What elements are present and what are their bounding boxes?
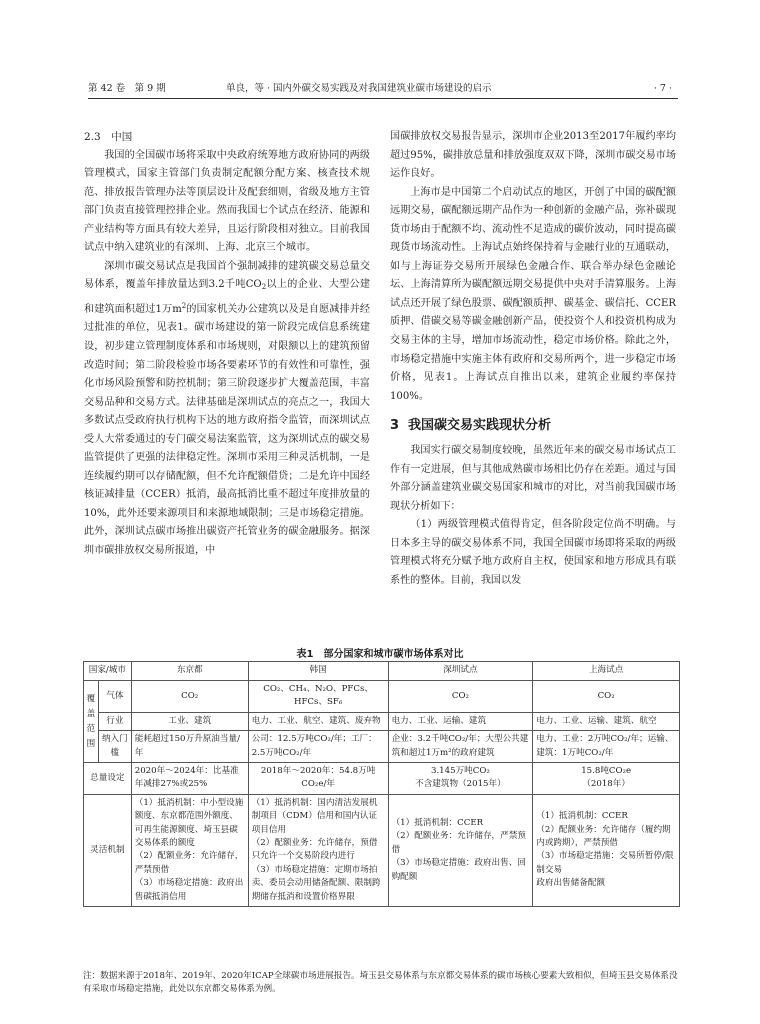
left-column: [84, 128, 370, 561]
table-header-row: [84, 662, 680, 681]
industry-label: 行业: [98, 712, 131, 730]
header-tokyo: 东京都: [131, 662, 248, 681]
table-cell: CO₂、CH₄、N₂O、PFCs、HFCs、SF₆: [248, 681, 388, 713]
table-cell: CO₂: [388, 681, 533, 713]
table-cell: （1）抵消机制：CCER （2）配额业务：允许储存，严禁预借 （3）市场稳定措施：政府出售、回购配额: [388, 794, 533, 906]
table-row-threshold: [84, 731, 680, 763]
comparison-table: [83, 661, 680, 907]
table-cell: （1）抵消机制：CCER （2）配额业务：允许储存（履约期内或跨期），严禁预借 （3）市场稳定措施：交易所暂停/限制交易 政府出售储备配额: [533, 794, 680, 906]
table-cell: CO₂: [131, 681, 248, 713]
threshold-label: 纳入门槛: [98, 731, 131, 763]
table-cell: （1）抵消机制：国内清洁发展机制项目（CDM）信用和国内认证项目信用 （2）配额业务：允许储存，预借只允许一个交易阶段内进行 （3）市场稳定措施：定期市场拍卖、委员会动用储备配额、限制跨期储存抵消和设置价格界限: [248, 794, 388, 906]
page-number: · 7 ·: [653, 83, 672, 94]
table-cell: 3.145万吨CO₂ 不含建筑物（2015年）: [388, 763, 533, 795]
table-cell: 能耗超过150万升原油当量/年: [131, 731, 248, 763]
article-title-header: 单良，等 · 国内外碳交易实践及对我国建筑业碳市场建设的启示: [226, 83, 492, 94]
flex-label: 灵活机制: [84, 794, 132, 906]
paragraph-shenzhen-cont: 国碳排放权交易报告显示，深圳市企业2013至2017年履约率均超过95%，碳排放总量和排放强度双双下降，深圳市碳交易市场运作良好。: [390, 131, 676, 180]
paragraph-china-overview: 我国的全国碳市场将采取中央政府统筹地方政府协同的两级管理模式，国家主管部门负责制定配额分配方案、核查技术规范、排放报告管理办法等顶层设计及配套细则，省级及地方主管部门负责直接管理控排企业。然而我国七个试点在经济、能源和产业结构等方面具有较大差异，且运行阶段相对独立。目前我国试点中纳入建筑业的有深圳、上海、北京三个城市。: [84, 149, 370, 254]
gas-label: 气体: [98, 681, 131, 713]
table-row-gas: [84, 681, 680, 713]
table-cell: 企业：3.2千吨CO₂/年；大型公共建筑和超过1万m²的政府建筑: [388, 731, 533, 763]
table-cell: （1）抵消机制：中小型设施额度、东京都范围外额度、可再生能源额度、埼玉县碳交易体系的额度 （2）配额业务：允许储存，严禁预借 （3）市场稳定措施：政府出售碳抵消信用: [131, 794, 248, 906]
coverage-label: 覆盖范围: [84, 681, 99, 763]
paragraph-shanghai: 上海市是中国第二个启动试点的地区，开创了中国的碳配额远期交易，碳配额远期产品作为一种创新的金融产品，弥补碳现货市场由于配额不均、流动性不足造成的碳价波动，同时提高碳现货市场流动性。上海试点始终保持着与金融行业的互通联动，如与上海证券交易所开展绿色金融合作、联合举办绿色金融论坛、上海清算所为碳配额远期交易提供中央对手清算服务。上海试点还开展了绿色股票、碳配额质押、碳基金、碳信托、CCER质押、借碳交易等碳金融创新产品，使投资个人和投资机构成为交易主体的主导，增加市场流动性，稳定市场价格。除此之外，市场稳定措施中实施主体有政府和交易所两个，进一步稳定市场价格，见表1。上海试点自推出以来，建筑企业履约率保持100%。: [390, 186, 676, 402]
table-cell: 2020年～2024年：比基准年减排27%或25%: [131, 763, 248, 795]
header-country-city: 国家/城市: [84, 662, 132, 681]
header-shanghai: 上海试点: [533, 662, 680, 681]
table-cell: 电力、工业、航空、建筑、废弃物: [248, 712, 388, 730]
volume-issue: 第 42 卷 第 9 期: [88, 83, 166, 94]
table-cell: 2018年～2020年：54.8万吨CO₂e/年: [248, 763, 388, 795]
header-shenzhen: 深圳试点: [388, 662, 533, 681]
table-cell: 电力、工业、运输、建筑、航空: [533, 712, 680, 730]
table-cell: 工业、建筑: [131, 712, 248, 730]
table-cell: 公司：12.5万吨CO₂/年；工厂：2.5万吨CO₂/年: [248, 731, 388, 763]
table-row-industry: [84, 712, 680, 730]
header-korea: 韩国: [248, 662, 388, 681]
running-header: [88, 80, 678, 99]
right-column: [390, 128, 676, 591]
table-note: 注：数据来源于2018年、2019年、2020年ICAP全球碳市场进展报告。埼玉县交易体系与东京都交易体系的碳市场核心要素大致相似，但埼玉县交易体系没有采取市场稳定措施，此处以东京都交易体系为例。: [83, 971, 678, 994]
table-cell: CO₂: [533, 681, 680, 713]
table-row-cap: [84, 763, 680, 795]
table-cell: 15.8吨CO₂e （2018年）: [533, 763, 680, 795]
section-heading-3: 3 我国碳交易实践现状分析: [390, 418, 552, 434]
section-heading-2-3: 2.3 中国: [84, 131, 133, 143]
table-row-flex: [84, 794, 680, 906]
paragraph-status-intro: 我国实行碳交易制度较晚，虽然近年来的碳交易市场试点工作有一定进展，但与其他成熟碳市场相比仍存在差距。通过与国外部分涵盖建筑业碳交易国家和城市的对比，对当前我国碳市场现状分析如下：: [390, 445, 676, 512]
table-cell: 电力、工业：2万吨CO₂/年；运输、建筑：1万吨CO₂/年: [533, 731, 680, 763]
table-caption: 表1 部分国家和城市碳市场体系对比: [296, 649, 464, 660]
cap-label: 总量设定: [84, 763, 132, 795]
paragraph-point-1: （1）两级管理模式值得肯定，但各阶段定位尚不明确。与日本多主导的碳交易体系不同，我国全国碳市场即将采取的两级管理模式将充分赋予地方政府自主权，使国家和地方形成具有联系性的整体。目前，我国以发: [390, 519, 676, 587]
paragraph-shenzhen: 深圳市碳交易试点是我国首个强制减排的建筑碳交易总量交易体系，覆盖年排放量达到3.2千吨$CO_2$以上的企业、大型公建和建筑面积超过1万$m^2$的国家机关办公建筑以及是自愿减排并经过批准的单位，见表1。碳市场建设的第一阶段完成信息系统建设，初步建立管理制度体系和市场规则，对限额以上的建筑预留改造时间；第二阶段检验市场各要素环节的有效性和可靠性，强化市场风险预警和防控机制；第三阶段逐步扩大覆盖范围，丰富交易品种和交易方式。法律基础是深圳试点的亮点之一，我国大多数试点受政府执行机构下达的地方政府指令监管，而深圳试点受人大常委通过的专门碳交易法案监管，这为深圳试点的碳交易监管提供了更强的法律稳定性。深圳市采用三种灵活机制，一是连续履约期可以存储配额，但不允许配额借贷；二是允许中国经核证减排量（CCER）抵消，最高抵消比重不超过年度排放量的10%，此外还要来源项目和来源地域限制；三是市场稳定措施。此外，深圳试点碳市场推出碳资产托管业务的碳金融服务。据深圳市碳排放权交易所报道，中: [84, 260, 370, 557]
table-cell: 电力、工业、运输、建筑: [388, 712, 533, 730]
